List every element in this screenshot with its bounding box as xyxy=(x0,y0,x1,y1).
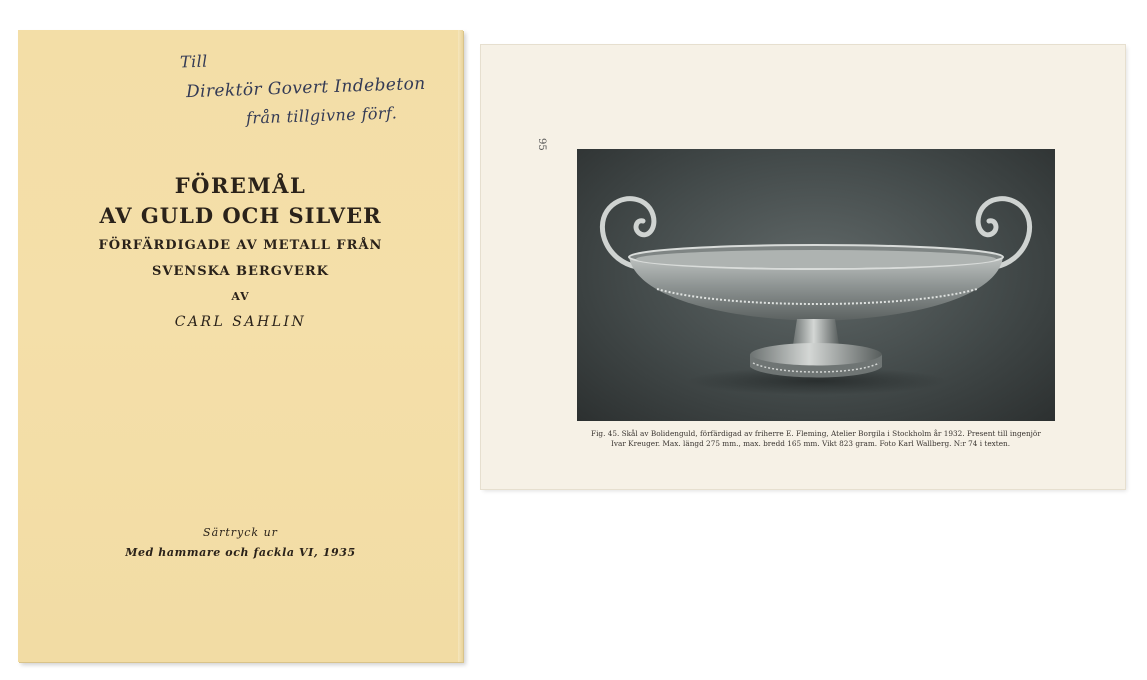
caption-line-2: Ivar Kreuger. Max. längd 275 mm., max. bredd 165 mm. Vikt 823 gram. Foto Karl Wallberg. N:r 74 i texten. xyxy=(611,439,1011,448)
inscription-line-1: Till xyxy=(179,51,208,72)
cover-author: CARL SAHLIN xyxy=(174,314,307,330)
reprint-label: Särtryck ur xyxy=(203,526,278,539)
booklet-cover xyxy=(18,30,463,662)
page-number: 95 xyxy=(536,138,547,151)
bowl-photograph xyxy=(577,149,1055,421)
reprint-source: Med hammare och fackla VI, 1935 xyxy=(125,546,356,559)
figure-caption xyxy=(591,429,1051,449)
handwritten-inscription xyxy=(18,30,463,140)
cover-subtitle-line-1: FÖRFÄRDIGADE AV METALL FRÅN xyxy=(98,238,383,253)
inscription-line-3: från tillgivne förf. xyxy=(245,103,398,128)
bowl-illustration xyxy=(577,149,1055,421)
inscription-line-2: Direktör Govert Indebeton xyxy=(185,73,426,103)
caption-line-1: Fig. 45. Skål av Bolidenguld, förfärdigad av friherre E. Fleming, Atelier Borgila i Stockholm år 1932. Present till ingenjör xyxy=(591,429,1041,438)
cover-by-label: AV xyxy=(231,290,250,303)
cover-title-line-1: FÖREMÅL xyxy=(174,173,307,198)
cover-title-line-2: AV GULD OCH SILVER xyxy=(99,203,382,228)
cover-subtitle-line-2: SVENSKA BERGVERK xyxy=(152,264,329,279)
plate-page xyxy=(481,45,1125,489)
